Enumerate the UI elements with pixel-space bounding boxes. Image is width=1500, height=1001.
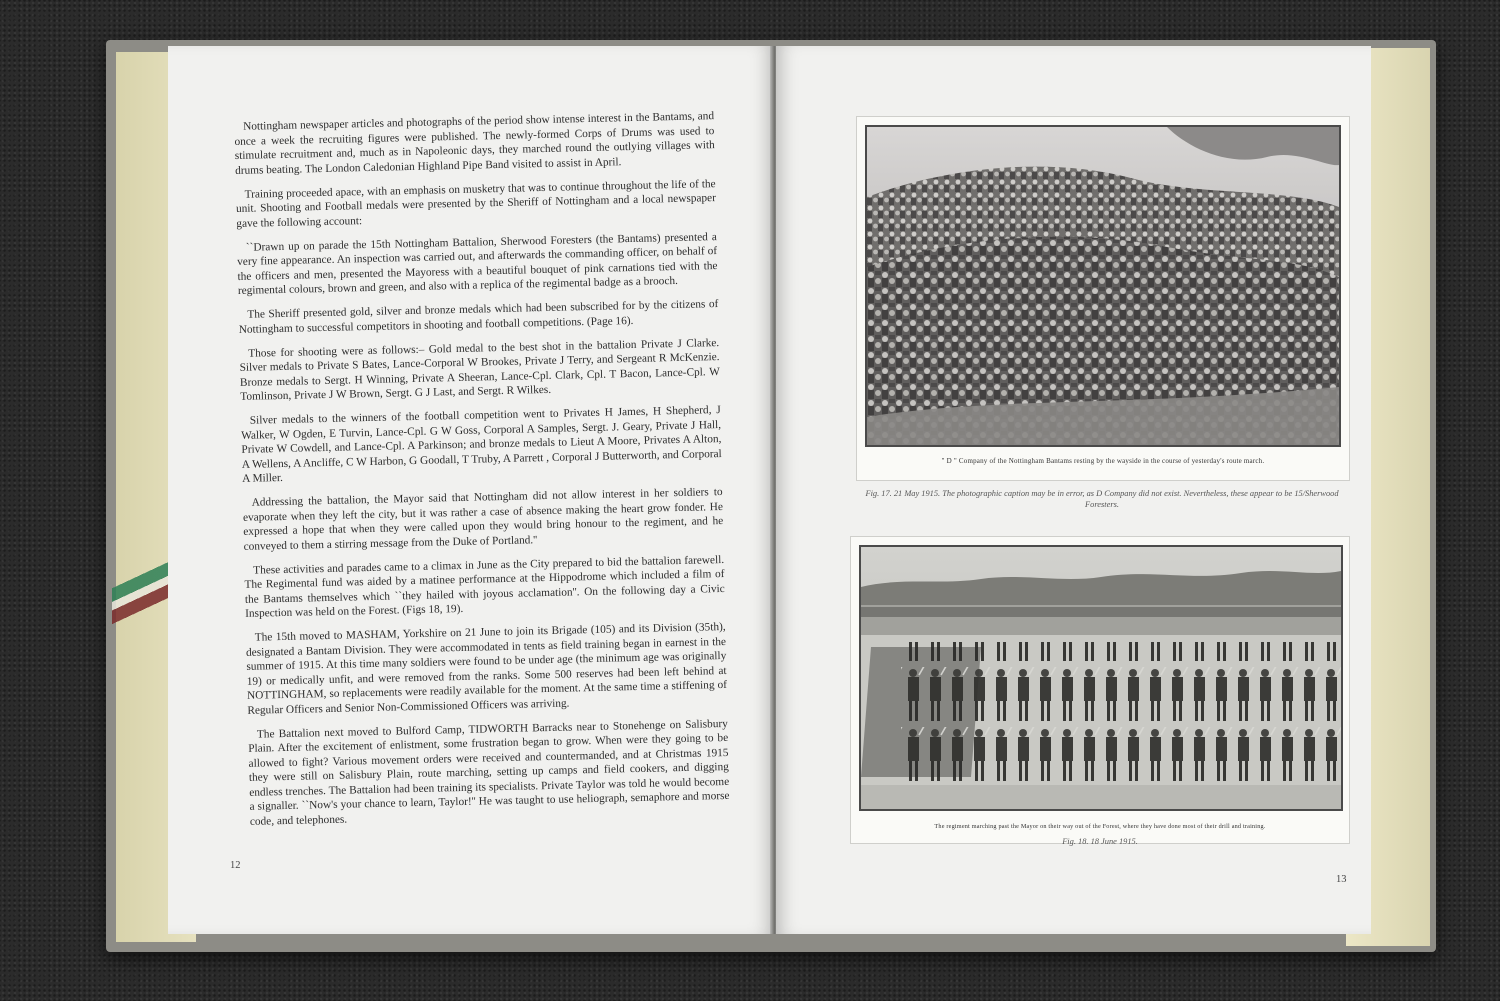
- left-page: [168, 46, 773, 934]
- paragraph: Training proceeded apace, with an emphasis on musketry that was to continue throughout the life of the unit. Shooting and Football medals were presented by the Sheriff of Nottingham and a local newspaper gave the following account:: [235, 177, 717, 230]
- photo-resting-soldiers: [865, 125, 1341, 447]
- page-number-left: 12: [230, 860, 241, 871]
- paragraph: The Sheriff presented gold, silver and bronze medals which had been subscribed for by the citizens of Nottingham to successful competitors in shooting and football competitions. (Page 16).: [238, 298, 719, 336]
- page-number-right: 13: [1336, 874, 1347, 885]
- paragraph: ``Drawn up on parade the 15th Nottingham Battalion, Sherwood Foresters (the Bantams) presented a very fine appearance. An inspection was carried out, and afterwards the commanding officer, on behalf of the officers and men, presented the Mayoress with a beautiful bouquet of pink carnations tied with the regimental colours, brown and green, and also with a replica of the regimental badge as a brooch.: [237, 230, 718, 297]
- paragraph: Silver medals to the winners of the football competition went to Privates H James, H Shepherd, J Walker, W Ogden, E Turvin, Lance-Cpl. G W Goss, Corporal A Samples, Sergt. J. Geary, Private J Hall, Private W Cowdell, and Lance-Cpl. A Parkinson; and bronze medals to Lieut A Moore, Privates A Alton, A Wellens, A Ancliffe, C W Harbon, G Goodall, T Truby, A Parrett , Corporal J Butterworth, and Corporal A Miller.: [241, 404, 722, 485]
- figure-18: [850, 536, 1350, 844]
- figure-17: [856, 116, 1350, 481]
- paragraph: Those for shooting were as follows:– Gold medal to the best shot in the battalion Private J Clarke. Silver medals to Private S Bates, Lance-Corporal W Brookes, Private J Terry, and Sergeant R McKenzie. Bronze medals to Sergt. H Winning, Private A Sheeran, Lance-Cpl. Clark, Cpl. T Bacon, Lance-Cpl. W Tomlinson, Private J W Brown, Sergt. G J Last, and Sergt. R Wilkes.: [239, 336, 720, 403]
- figure-18-caption: Fig. 18. 18 June 1915.: [1062, 837, 1138, 846]
- photo-caption-1: " D " Company of the Nottingham Bantams resting by the wayside in the course of yesterday's route march.: [941, 457, 1265, 465]
- paragraph: Nottingham newspaper articles and photographs of the period show intense interest in the Bantams, and once a week the recruiting figures were published. The newly-formed Corps of Drums was used to stimulate recruitment and, much as in Napoleonic days, they marched round the outlying villages with drums beating. The London Caledonian Highland Pipe Band visited to assist in April.: [234, 110, 715, 177]
- figure-17-caption: Fig. 17. 21 May 1915. The photographic caption may be in error, as D Company did not exist. Nevertheless, these appear to be 15/Sherwood Foresters.: [865, 489, 1339, 509]
- paragraph: The 15th moved to MASHAM, Yorkshire on 21 June to join its Brigade (105) and its Division (35th), designated a Bantam Division. They were accommodated in tents as field training began in earnest in the summer of 1915. At this time many soldiers were found to be under age (the minimum age was originally 19) or medically unfit, and were removed from the ranks. Some 500 reserves had been left behind at NOTTINGHAM, so replacements were readily available for the moment. At the same time a stiffening of Regular Officers and Senior Non-Commissioned Officers was arriving.: [245, 620, 728, 717]
- body-text: [234, 109, 730, 838]
- paragraph: The Battalion next moved to Bulford Camp, TIDWORTH Barracks near to Stonehenge on Salisbury Plain. After the excitement of enlistment, some frustration began to grow. When were they going to be allowed to fight? Various movement orders were received and countermanded, and at Christmas 1915 they were still on Salisbury Plain, route marching, setting up camps and field cookers, and digging endless trenches. The Battalion had been training its specialists. Private Taylor was told he would become a signaller. ``Now's your chance to learn, Taylor!'' He was taught to use heliograph, semaphore and morse code, and telephones.: [248, 717, 730, 828]
- right-page: [776, 46, 1371, 934]
- photo-caption-2: The regiment marching past the Mayor on their way out of the Forest, where they have done most of their drill and training.: [934, 823, 1266, 830]
- photo-marching-regiment: [859, 545, 1343, 811]
- paragraph: These activities and parades came to a climax in June as the City prepared to bid the battalion farewell. The Regimental fund was aided by a matinee performance at the Hippodrome which included a film of the Bantams themselves which ``they hailed with joyous acclamation''. On the following day a Civic Inspection was held on the Forest. (Figs 18, 19).: [244, 553, 725, 620]
- paragraph: Addressing the battalion, the Mayor said that Nottingham did not allow interest in her soldiers to evaporate when they left the city, but it was rather a case of absence making the heart grow fonder. He expressed a hope that when they were called upon they would bring honour to the regiment, and he conveyed to them a stirring message from the Duke of Portland.'': [242, 486, 724, 553]
